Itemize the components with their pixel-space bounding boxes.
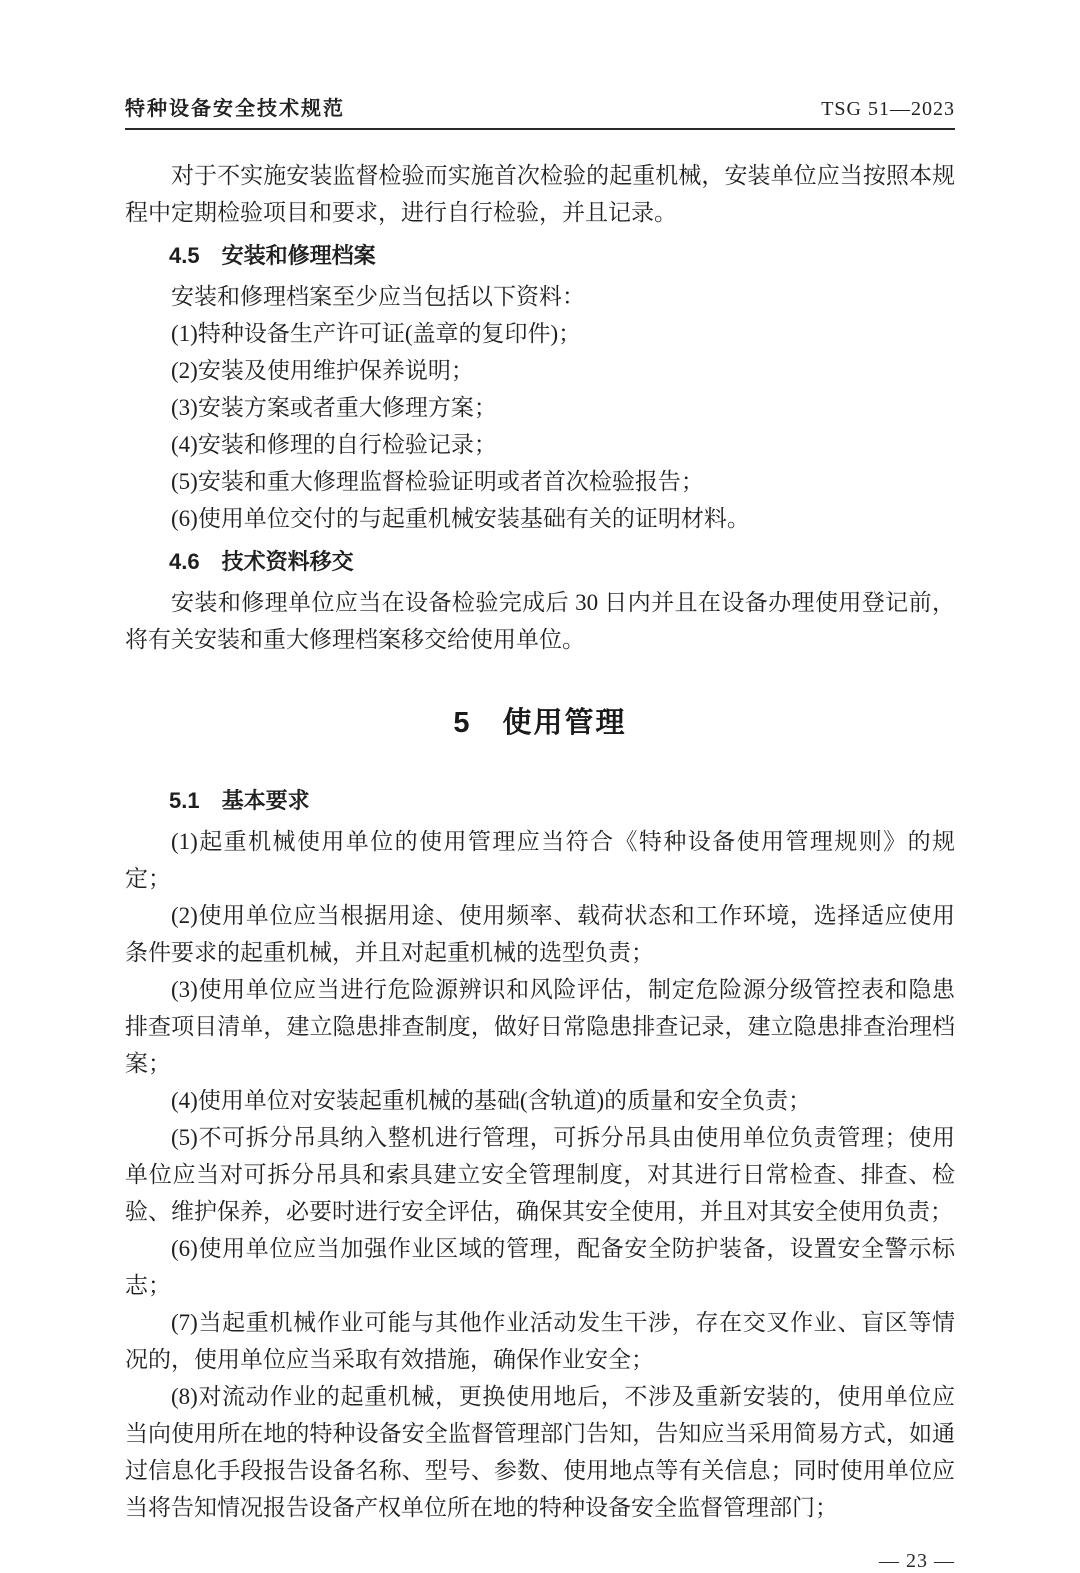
document-body (125, 157, 955, 1526)
section-heading-4-5: 4.5 安装和修理档案 (169, 243, 376, 268)
clause-item-archive-3: (3)安装方案或者重大修理方案； (171, 395, 497, 420)
clause-item-archive-4: (4)安装和修理的自行检验记录； (171, 432, 497, 457)
paragraph-self-inspection: 对于不实施安装监督检验而实施首次检验的起重机械，安装单位应当按照本规程中定期检验项目和要求，进行自行检验，并且记录。 (125, 163, 955, 225)
section-heading-5-1: 5.1 基本要求 (169, 788, 310, 813)
chapter-5-title: 5 使用管理 (453, 707, 627, 739)
clause-item-usage-3: (3)使用单位应当进行危险源辨识和风险评估，制定危险源分级管控表和隐患排查项目清单，建立隐患排查制度，做好日常隐患排查记录，建立隐患排查治理档案； (125, 977, 955, 1076)
clause-item-usage-5: (5)不可拆分吊具纳入整机进行管理，可拆分吊具由使用单位负责管理；使用单位应当对可拆分吊具和索具建立安全管理制度，对其进行日常检查、排查、检验、维护保养，必要时进行安全评估，确保其安全使用，并且对其安全使用负责； (125, 1125, 955, 1224)
section-heading-4-6: 4.6 技术资料移交 (169, 549, 354, 574)
clause-item-usage-7: (7)当起重机械作业可能与其他作业活动发生干涉，存在交叉作业、盲区等情况的，使用单位应当采取有效措施，确保作业安全； (125, 1310, 955, 1372)
clause-item-archive-2: (2)安装及使用维护保养说明； (171, 358, 474, 383)
page-header (125, 92, 955, 130)
paragraph-archive-intro: 安装和修理档案至少应当包括以下资料： (171, 284, 585, 309)
clause-item-usage-1: (1)起重机械使用单位的使用管理应当符合《特种设备使用管理规则》的规定； (125, 829, 955, 891)
header-document-code: TSG 51—2023 (821, 98, 955, 120)
clause-item-usage-6: (6)使用单位应当加强作业区域的管理，配备安全防护装备，设置安全警示标志； (125, 1236, 955, 1298)
clause-item-archive-6: (6)使用单位交付的与起重机械安装基础有关的证明材料。 (171, 506, 750, 531)
clause-item-usage-2: (2)使用单位应当根据用途、使用频率、载荷状态和工作环境，选择适应使用条件要求的起重机械，并且对起重机械的选型负责； (125, 903, 955, 965)
page-footer (125, 1550, 955, 1573)
page-number: — 23 — (879, 1550, 955, 1572)
clause-item-usage-4: (4)使用单位对安装起重机械的基础(含轨道)的质量和安全负责； (171, 1088, 812, 1113)
header-document-title: 特种设备安全技术规范 (125, 98, 345, 120)
clause-item-archive-1: (1)特种设备生产许可证(盖章的复印件)； (171, 321, 582, 346)
clause-item-usage-8: (8)对流动作业的起重机械，更换使用地后，不涉及重新安装的，使用单位应当向使用所在地的特种设备安全监督管理部门告知，告知应当采用简易方式，如通过信息化手段报告设备名称、型号、参数、使用地点等有关信息；同时使用单位应当将告知情况报告设备产权单位所在地的特种设备安全监督管理部门； (125, 1384, 955, 1520)
paragraph-handover: 安装和修理单位应当在设备检验完成后 30 日内并且在设备办理使用登记前，将有关安装和重大修理档案移交给使用单位。 (125, 590, 955, 652)
clause-item-archive-5: (5)安装和重大修理监督检验证明或者首次检验报告； (171, 469, 704, 494)
